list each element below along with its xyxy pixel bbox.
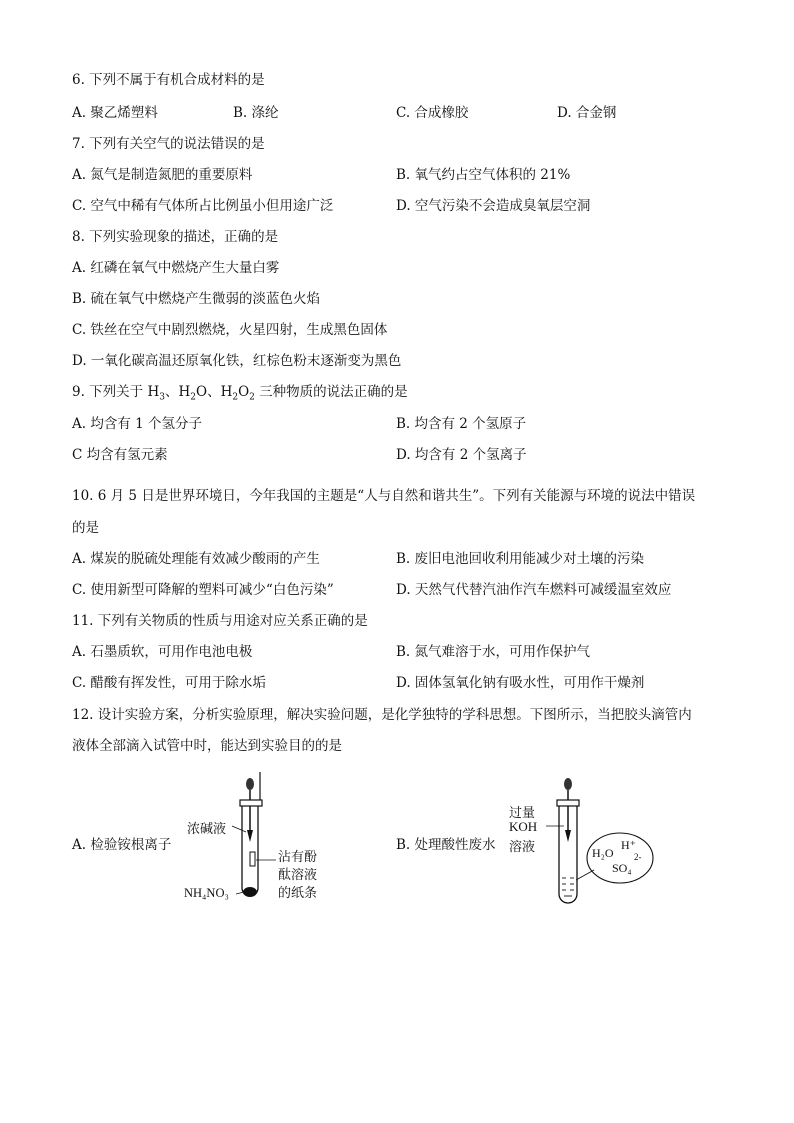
paper-strip [250, 852, 255, 866]
q11-stem: 11. 下列有关物质的性质与用途对应关系正确的是 [72, 613, 368, 629]
q7-option-d: D. 空气污染不会造成臭氧层空洞 [396, 198, 591, 214]
q10-option-c: C. 使用新型可降解的塑料可减少“白色污染” [72, 582, 334, 598]
q11-option-c: C. 醋酸有挥发性，可用于除水垢 [72, 675, 266, 691]
dropper-tip-icon [247, 830, 253, 842]
q6-option-b: B. 涤纶 [233, 105, 279, 121]
q12-option-a: A. 检验铵根离子 [72, 837, 172, 853]
figure-b-label-3: 溶液 [509, 840, 536, 855]
figure-b-hydrogen-ion: H⁺ [621, 838, 636, 852]
figure-a-solid-label: NH₄NO₃ [184, 886, 229, 900]
q11-option-a: A. 石墨质软，可用作电池电极 [72, 644, 253, 660]
q8-option-d: D. 一氧化碳高温还原氧化铁，红棕色粉末逐渐变为黑色 [72, 353, 402, 369]
q9-option-c: C 均含有氢元素 [72, 447, 168, 463]
q7-stem: 7. 下列有关空气的说法错误的是 [72, 136, 265, 152]
dropper-tip-icon [565, 830, 571, 842]
stopper [240, 800, 262, 806]
liquid-fill [562, 878, 574, 896]
q10-option-d: D. 天然气代替汽油作汽车燃料可减缓温室效应 [396, 582, 672, 598]
q6-option-a: A. 聚乙烯塑料 [72, 105, 158, 121]
q6-option-d: D. 合金钢 [557, 105, 617, 121]
q9-option-a: A. 均含有 1 个氢分子 [72, 416, 203, 432]
q8-stem: 8. 下列实验现象的描述，正确的是 [72, 229, 279, 245]
figure-b-label-2: KOH [509, 819, 538, 834]
figure-b-water: H₂O [592, 846, 614, 860]
figure-a-paper-label-1: 沾有酚 [278, 850, 318, 865]
q9-stem: 9. 下列关于 $H_3$、$H_2O$、$H_2O_2$ 三种物质的说法正确的是 [72, 384, 408, 403]
q8-option-b: B. 硫在氧气中燃烧产生微弱的淡蓝色火焰 [72, 291, 321, 307]
q7-option-a: A. 氮气是制造氮肥的重要原料 [72, 167, 253, 183]
q6-stem: 6. 下列不属于有机合成材料的是 [72, 72, 265, 88]
q8-option-a: A. 红磷在氧气中燃烧产生大量白雾 [72, 260, 280, 276]
q10-option-a: A. 煤炭的脱硫处理能有效减少酸雨的产生 [72, 551, 320, 567]
stopper [557, 800, 579, 806]
q9-option-b: B. 均含有 2 个氢原子 [396, 416, 527, 432]
q10-stem-line2: 的是 [72, 520, 99, 536]
q10-option-b: B. 废旧电池回收利用能减少对土壤的污染 [396, 551, 645, 567]
figure-a-paper-label-2: 酞溶液 [278, 868, 318, 883]
figure-a-paper-label-3: 的纸条 [278, 886, 318, 901]
figure-b-label-1: 过量 [509, 806, 536, 821]
dropper-bulb-icon [246, 778, 254, 790]
q12-stem-line1: 12. 设计实验方案，分析实验原理，解决实验问题，是化学独特的学科思想。下图所示，当把胶头滴管内 [72, 707, 692, 723]
solid-sample [243, 887, 257, 897]
q7-option-c: C. 空气中稀有气体所占比例虽小但用途广泛 [72, 198, 334, 214]
q12-option-b: B. 处理酸性废水 [396, 837, 496, 853]
dropper-bulb-icon [564, 778, 572, 790]
q7-option-b: B. 氧气约占空气体积的 21% [396, 167, 571, 183]
figure-b-sulfate: SO₄ [612, 861, 632, 875]
q11-option-b: B. 氮气难溶于水，可用作保护气 [396, 644, 591, 660]
figure-b-sulfate-charge: 2- [634, 852, 642, 862]
q12-stem-line2: 液体全部滴入试管中时，能达到实验目的的是 [72, 738, 342, 754]
q9-option-d: D. 均含有 2 个氢离子 [396, 447, 527, 463]
q10-stem-line1: 10. 6 月 5 日是世界环境日，今年我国的主题是“人与自然和谐共生”。下列有关能源与环境的说法中错误 [72, 488, 696, 504]
q8-option-c: C. 铁丝在空气中剧烈燃烧，火星四射，生成黑色固体 [72, 322, 388, 338]
figure-a-reagent-label: 浓碱液 [187, 822, 227, 837]
q11-option-d: D. 固体氢氧化钠有吸水性，可用作干燥剂 [396, 675, 645, 691]
q6-option-c: C. 合成橡胶 [396, 105, 469, 121]
